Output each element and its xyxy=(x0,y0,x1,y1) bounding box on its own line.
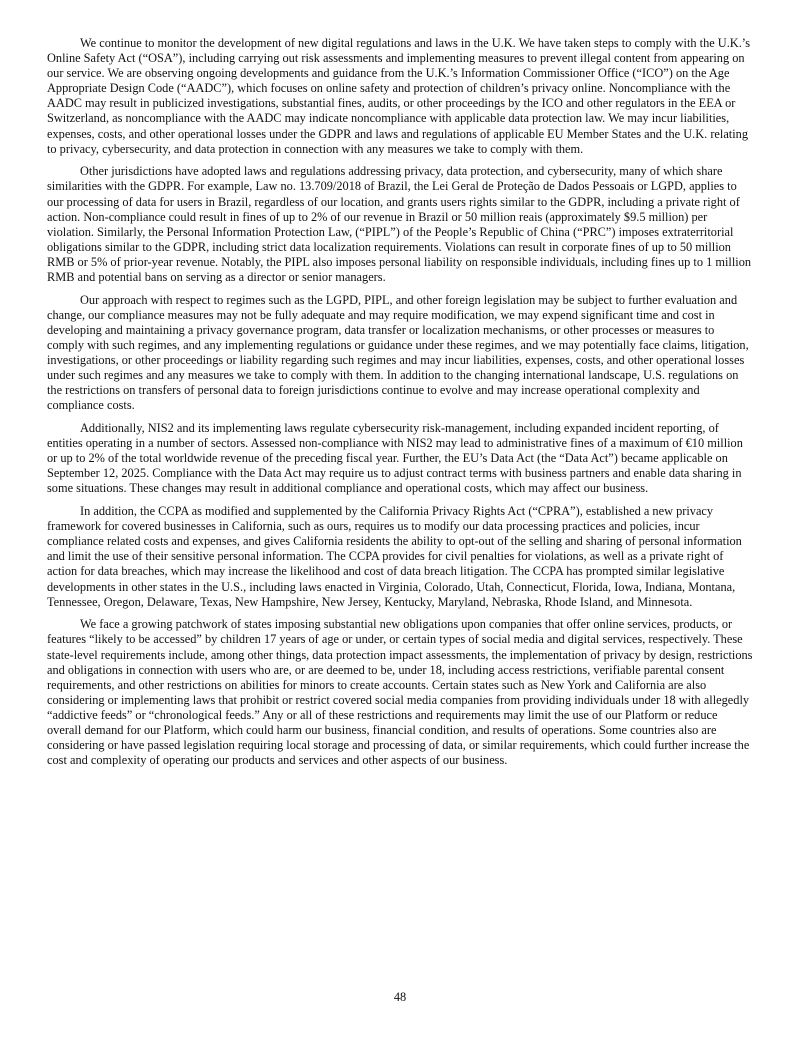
paragraph-uk-regulations: We continue to monitor the development of new digital regulations and laws in the U.K. We have taken steps to comply with the U.K.’s Online Safety Act (“OSA”), including carrying out risk assessments and implementing measures to prevent illegal content from appearing on our service. We are observing ongoing developments and guidance from the U.K.’s Information Commissioner Office (“ICO”) on the Age Appropriate Design Code (“AADC”), which focuses on online safety and protection of children’s privacy online. Noncompliance with the AADC may result in publicized investigations, substantial fines, audits, or other proceedings by the ICO and other regulators in the EEA or Switzerland, as noncompliance with the AADC may indicate noncompliance with applicable data protection law. We may incur liabilities, expenses, costs, and other operational losses under the GDPR and laws and regulations of applicable EU Member States and the U.K. relating to privacy, cybersecurity, and data protection in connection with any measures we take to comply with them. xyxy=(47,36,751,156)
paragraph-other-jurisdictions: Other jurisdictions have adopted laws and regulations addressing privacy, data protection, and cybersecurity, many of which share similarities with the GDPR. For example, Law no. 13.709/2018 of Brazil, the Lei Geral de Proteção de Dados Pessoais or LGPD, applies to our processing of data for users in Brazil, regardless of our location, and grants users rights similar to the GDPR, including a private right of action. Non-compliance could result in fines of up to 2% of our revenue in Brazil or 50 million reais (approximately $9.5 million) per violation. Similarly, the Personal Information Protection Law, (“PIPL”) of the People’s Republic of China (“PRC”) imposes extraterritorial obligations similar to the GDPR, including strict data localization requirements. Violations can result in corporate fines of up to 50 million RMB or 5% of prior-year revenue. Notably, the PIPL also imposes personal liability on responsible individuals, including fines up to 1 million RMB and potential bans on serving as a director or senior managers. xyxy=(47,164,752,284)
paragraph-ccpa-cpra: In addition, the CCPA as modified and supplemented by the California Privacy Rights Act (“CPRA”), established a new privacy framework for covered businesses in California, such as ours, requires us to modify our data processing practices and policies, incur compliance related costs and expenses, and gives California residents the ability to opt-out of the selling and sharing of personal information and limit the use of their sensitive personal information. The CCPA provides for civil penalties for violations, as well as a private right of action for data breaches, which may increase the likelihood and cost of data breach litigation. The CCPA has prompted similar legislative developments in other states in the U.S., including laws enacted in Virginia, Colorado, Utah, Connecticut, Florida, Iowa, Indiana, Montana, Tennessee, Oregon, Delaware, Texas, New Hampshire, New Jersey, Kentucky, Maryland, Nebraska, Rhode Island, and Minnesota. xyxy=(47,504,742,609)
page-number: 48 xyxy=(393,990,407,1004)
paragraph-state-patchwork: We face a growing patchwork of states imposing substantial new obligations upon companies that offer online services, products, or features “likely to be accessed” by children 17 years of age or under, or certain types of social media and digital services, respectively. These state-level requirements include, among other things, data protection impact assessments, the implementation of privacy by design, restrictions and obligations in connection with users who are, or are deemed to be, under 18, including access restrictions, verifiable parental consent requirements, and other restrictions on abilities for minors to create accounts. Certain states such as New York and California are also considering or implementing laws that prohibit or restrict covered social media companies from providing individuals under 18 with allegedly “addictive feeds” or “chronological feeds.” Any or all of these restrictions and requirements may limit the use of our Platform or reduce overall demand for our Platform, which could harm our business, financial condition, and results of operations. Some countries also are considering or have passed legislation requiring local storage and processing of data, or similar requirements, which could further increase the cost and complexity of operating our products and services and other aspects of our business. xyxy=(47,617,753,768)
paragraph-nis2-data-act: Additionally, NIS2 and its implementing laws regulate cybersecurity risk-management, including expanded incident reporting, of entities operating in a number of sectors. Assessed non-compliance with NIS2 may lead to administrative fines of a maximum of €10 million or up to 2% of the total worldwide revenue of the preceding fiscal year. Further, the EU’s Data Act (the “Data Act”) became applicable on September 12, 2025. Compliance with the Data Act may require us to adjust contract terms with business partners and enable data sharing in some situations. These changes may result in additional compliance and operational costs, which may affect our business. xyxy=(47,421,743,496)
document-body xyxy=(47,36,754,776)
paragraph-foreign-legislation-approach: Our approach with respect to regimes such as the LGPD, PIPL, and other foreign legislation may be subject to further evaluation and change, our compliance measures may not be fully adequate and may require modification, we may expend significant time and cost in developing and maintaining a privacy governance program, data transfer or localization mechanisms, or other processes or measures to comply with such regimes, and any implementing regulations or guidance under these regimes, and we may potentially face claims, litigation, investigations, or other proceedings or liability regarding such regimes and may incur liabilities, expenses, costs, and other operational losses under such regimes and any measures we take to comply with them. In addition to the changing international landscape, U.S. regulations on the restrictions on transfers of personal data to foreign jurisdictions continue to evolve and may increase operational complexity and compliance costs. xyxy=(47,292,749,413)
